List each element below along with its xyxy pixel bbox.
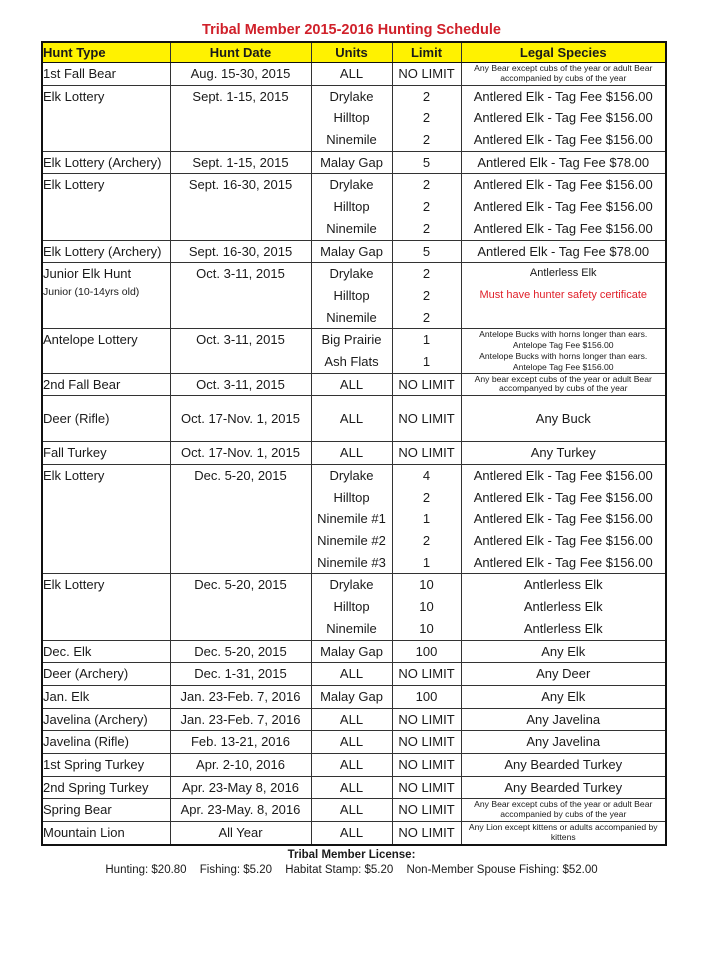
legal-species-text: Antlered Elk - Tag Fee $78.00 — [477, 154, 650, 170]
hunt-date-cell — [170, 240, 311, 263]
unit-name: Ninemile — [326, 132, 377, 148]
table-row — [42, 708, 666, 731]
limit-cell — [392, 151, 461, 174]
hunt-date: Feb. 13-21, 2016 — [190, 734, 291, 750]
hunt-type: Elk Lottery — [43, 577, 105, 593]
unit-name: Drylake — [329, 88, 374, 104]
hunt-date-cell — [170, 63, 311, 86]
unit-name: Drylake — [329, 577, 374, 593]
limit-cell — [392, 240, 461, 263]
legal-species-cell — [461, 263, 666, 329]
limit-value: 2 — [422, 177, 431, 193]
legal-species-cell — [461, 63, 666, 86]
hunt-type: Dec. Elk — [43, 643, 92, 659]
column-header-hunt-type: Hunt Type — [42, 42, 170, 63]
units-cell — [311, 373, 392, 396]
limit-cell — [392, 85, 461, 151]
hunt-date: Dec. 5-20, 2015 — [194, 468, 287, 483]
limit-cell — [392, 396, 461, 442]
legal-species-cell — [461, 174, 666, 240]
unit-name: ALL — [339, 802, 364, 818]
unit-name: Drylake — [329, 266, 374, 282]
legal-species-cell — [461, 663, 666, 686]
units-cell — [311, 263, 392, 329]
license-fees — [0, 863, 703, 877]
unit-name: Ninemile — [326, 620, 377, 636]
hunt-date: Oct. 17-Nov. 1, 2015 — [181, 411, 300, 427]
column-header-limit: Limit — [392, 42, 461, 63]
table-row — [42, 574, 666, 640]
limit-value: NO LIMIT — [398, 376, 455, 392]
unit-name: Malay Gap — [320, 643, 383, 659]
limit-value: 5 — [422, 154, 431, 170]
hunt-date: Apr. 23-May. 8, 2016 — [180, 802, 301, 818]
hunt-type-cell — [42, 263, 170, 329]
hunt-type: Jan. Elk — [43, 688, 90, 704]
units-cell — [311, 63, 392, 86]
legal-species-text: Antlered Elk - Tag Fee $156.00 — [473, 489, 653, 505]
hunt-date: Jan. 23-Feb. 7, 2016 — [180, 711, 301, 727]
limit-value: 100 — [415, 688, 438, 704]
table-row — [42, 240, 666, 263]
unit-name: Big Prairie — [321, 332, 382, 348]
hunt-type: Elk Lottery — [43, 177, 105, 193]
legal-species-text: Any Lion except kittens or adults accompanied by kittens — [468, 822, 658, 842]
unit-name: Ninemile #3 — [317, 554, 386, 570]
hunt-type: Spring Bear — [43, 802, 112, 818]
unit-name: ALL — [339, 756, 364, 772]
legal-species-text: Antlered Elk - Tag Fee $156.00 — [473, 511, 653, 527]
limit-cell — [392, 640, 461, 663]
hunt-date-cell — [170, 640, 311, 663]
legal-species-text: Antlered Elk - Tag Fee $156.00 — [473, 220, 653, 236]
table-row — [42, 731, 666, 754]
unit-name: ALL — [339, 411, 364, 427]
units-cell — [311, 799, 392, 822]
unit-name: Malay Gap — [320, 688, 383, 704]
hunt-date: Apr. 23-May 8, 2016 — [181, 779, 300, 795]
units-cell — [311, 753, 392, 776]
units-cell — [311, 640, 392, 663]
legal-species-text: Antlerless Elk — [523, 599, 603, 615]
hunt-type: 2nd Fall Bear — [43, 376, 121, 392]
unit-name: Hilltop — [333, 110, 370, 126]
hunt-date: Aug. 15-30, 2015 — [190, 66, 291, 81]
legal-species-cell — [461, 329, 666, 373]
hunt-type-cell — [42, 685, 170, 708]
units-cell — [311, 731, 392, 754]
legal-species-cell — [461, 640, 666, 663]
hunt-type: Elk Lottery (Archery) — [43, 243, 162, 259]
legal-species-text: Any Javelina — [526, 711, 601, 727]
hunt-date: Dec. 5-20, 2015 — [194, 577, 287, 593]
limit-cell — [392, 731, 461, 754]
limit-value: 2 — [422, 110, 431, 126]
table-row — [42, 640, 666, 663]
limit-value: 10 — [419, 577, 434, 593]
units-cell — [311, 708, 392, 731]
table-row — [42, 85, 666, 151]
legal-species-text: Antlered Elk - Tag Fee $156.00 — [473, 554, 653, 570]
legal-species-text: Antlered Elk - Tag Fee $156.00 — [473, 177, 653, 193]
legal-species-cell — [461, 799, 666, 822]
hunt-type-cell — [42, 85, 170, 151]
unit-name: ALL — [339, 825, 364, 840]
limit-value: 10 — [419, 599, 434, 615]
table-row — [42, 396, 666, 442]
hunt-type: Mountain Lion — [43, 825, 125, 840]
limit-cell — [392, 708, 461, 731]
hunt-date-cell — [170, 373, 311, 396]
hunt-date: Oct. 17-Nov. 1, 2015 — [181, 445, 300, 461]
legal-species-cell — [461, 753, 666, 776]
hunt-type-cell — [42, 151, 170, 174]
hunt-type: Elk Lottery — [43, 468, 105, 483]
legal-species-text: Any bear except cubs of the year or adult Bear accompanyed by cubs of the year — [474, 373, 652, 394]
hunt-subtype: Junior (10-14yrs old) — [43, 285, 140, 298]
legal-species-text: Antelope Bucks with horns longer than ears. Antelope Tag Fee $156.00 — [479, 329, 648, 351]
limit-cell — [392, 442, 461, 465]
legal-species-text: Any Bear except cubs of the year or adult Bear accompanied by cubs of the year — [474, 799, 653, 820]
legal-species-cell — [461, 822, 666, 845]
table-body — [42, 63, 666, 845]
limit-cell — [392, 465, 461, 574]
limit-value: 2 — [422, 132, 431, 148]
legal-species-text: Any Turkey — [530, 445, 596, 461]
hunt-type-cell — [42, 822, 170, 845]
table-row — [42, 663, 666, 686]
legal-species-text: Any Bear except cubs of the year or adult Bear accompanied by cubs of the year — [474, 63, 653, 83]
table-row — [42, 442, 666, 465]
hunt-type: 2nd Spring Turkey — [43, 779, 149, 795]
hunt-date: Oct. 3-11, 2015 — [196, 332, 285, 348]
hunt-date-cell — [170, 731, 311, 754]
hunt-type-cell — [42, 465, 170, 574]
legal-species-text: Antlered Elk - Tag Fee $156.00 — [473, 199, 653, 215]
hunt-type-cell — [42, 329, 170, 373]
unit-name: Drylake — [329, 177, 374, 193]
hunt-type-cell — [42, 63, 170, 86]
column-header-hunt-date: Hunt Date — [170, 42, 311, 63]
limit-value: 2 — [422, 309, 431, 325]
limit-value: NO LIMIT — [398, 779, 455, 795]
legal-species-text: Any Javelina — [526, 734, 601, 750]
limit-value: 2 — [422, 220, 431, 236]
limit-value: NO LIMIT — [398, 445, 455, 461]
hunt-date: Sept. 1-15, 2015 — [192, 154, 289, 170]
hunt-date: Oct. 3-11, 2015 — [196, 376, 285, 392]
table-row — [42, 776, 666, 799]
legal-species-cell — [461, 373, 666, 396]
units-cell — [311, 174, 392, 240]
unit-name: Ninemile — [326, 220, 377, 236]
legal-species-cell — [461, 685, 666, 708]
unit-name: Hilltop — [333, 599, 370, 615]
limit-cell — [392, 776, 461, 799]
legal-species-cell — [461, 442, 666, 465]
limit-value: NO LIMIT — [398, 411, 455, 427]
species-note: Must have hunter safety certificate — [479, 288, 648, 301]
table-row — [42, 753, 666, 776]
hunt-date-cell — [170, 151, 311, 174]
unit-name: Hilltop — [333, 287, 370, 303]
units-cell — [311, 822, 392, 845]
table-row — [42, 151, 666, 174]
limit-value: NO LIMIT — [398, 711, 455, 727]
hunt-date: Sept. 1-15, 2015 — [192, 88, 289, 104]
unit-name: Ninemile #2 — [317, 533, 386, 549]
fee-hunting: Hunting: $20.80 — [105, 864, 187, 876]
legal-species-cell — [461, 240, 666, 263]
hunt-date: Dec. 1-31, 2015 — [194, 666, 287, 682]
table-row — [42, 63, 666, 86]
table-row — [42, 329, 666, 373]
limit-value: NO LIMIT — [398, 666, 455, 682]
legal-species-cell — [461, 776, 666, 799]
unit-name: Malay Gap — [320, 154, 383, 170]
hunt-type-cell — [42, 753, 170, 776]
limit-value: 100 — [415, 643, 438, 659]
hunt-date-cell — [170, 822, 311, 845]
limit-cell — [392, 753, 461, 776]
hunt-date: Apr. 2-10, 2016 — [196, 756, 285, 772]
units-cell — [311, 663, 392, 686]
hunt-type: Deer (Rifle) — [43, 411, 110, 427]
hunt-type: 1st Fall Bear — [43, 66, 116, 81]
legal-species-text: Antlerless Elk — [529, 267, 597, 280]
legal-species-cell — [461, 731, 666, 754]
units-cell — [311, 685, 392, 708]
units-cell — [311, 329, 392, 373]
unit-name: Ninemile #1 — [317, 511, 386, 527]
legal-species-text: Antelope Bucks with horns longer than ears. Antelope Tag Fee $156.00 — [479, 350, 648, 372]
unit-name: ALL — [339, 376, 364, 392]
unit-name: ALL — [339, 445, 364, 461]
limit-value: 1 — [422, 332, 431, 348]
units-cell — [311, 574, 392, 640]
units-cell — [311, 776, 392, 799]
limit-cell — [392, 174, 461, 240]
hunt-type: Elk Lottery — [43, 88, 105, 104]
limit-value: 1 — [422, 554, 431, 570]
hunt-date-cell — [170, 329, 311, 373]
hunt-date-cell — [170, 776, 311, 799]
hunt-type: Deer (Archery) — [43, 666, 129, 682]
hunt-type-cell — [42, 396, 170, 442]
unit-name: ALL — [339, 734, 364, 750]
hunt-date-cell — [170, 396, 311, 442]
table-row — [42, 822, 666, 845]
limit-cell — [392, 685, 461, 708]
column-header-units: Units — [311, 42, 392, 63]
hunt-type-cell — [42, 776, 170, 799]
hunt-date-cell — [170, 574, 311, 640]
hunt-date: Jan. 23-Feb. 7, 2016 — [180, 688, 301, 704]
table-row — [42, 373, 666, 396]
table-row — [42, 685, 666, 708]
legal-species-text: Any Deer — [536, 666, 591, 682]
legal-species-cell — [461, 85, 666, 151]
hunt-date-cell — [170, 753, 311, 776]
legal-species-cell — [461, 574, 666, 640]
limit-value: 1 — [422, 511, 431, 527]
legal-species-text: Any Elk — [541, 643, 586, 659]
limit-cell — [392, 663, 461, 686]
page-title: Tribal Member 2015-2016 Hunting Schedule — [202, 22, 501, 38]
limit-value: 2 — [422, 533, 431, 549]
unit-name: ALL — [339, 666, 364, 682]
hunt-date-cell — [170, 465, 311, 574]
table-row — [42, 465, 666, 574]
legal-species-text: Antlered Elk - Tag Fee $156.00 — [473, 132, 653, 148]
legal-species-text: Any Elk — [541, 688, 586, 704]
column-header-legal-species: Legal Species — [461, 42, 666, 63]
legal-species-cell — [461, 465, 666, 574]
hunt-type: Antelope Lottery — [43, 332, 138, 348]
hunt-type-cell — [42, 708, 170, 731]
unit-name: Hilltop — [333, 199, 370, 215]
hunt-date-cell — [170, 442, 311, 465]
limit-value: 2 — [422, 199, 431, 215]
legal-species-cell — [461, 396, 666, 442]
hunt-date-cell — [170, 708, 311, 731]
unit-name: Hilltop — [333, 489, 370, 505]
hunt-type-cell — [42, 663, 170, 686]
hunt-type-cell — [42, 731, 170, 754]
limit-value: 1 — [422, 353, 431, 369]
legal-species-text: Antlered Elk - Tag Fee $156.00 — [473, 110, 653, 126]
limit-value: 2 — [422, 88, 431, 104]
hunt-type-cell — [42, 373, 170, 396]
table-row — [42, 799, 666, 822]
hunt-type-cell — [42, 640, 170, 663]
license-heading: Tribal Member License: — [287, 849, 416, 861]
limit-value: NO LIMIT — [398, 825, 455, 840]
limit-value: 10 — [419, 620, 434, 636]
header-row — [42, 42, 666, 63]
fee-habitat-stamp: Habitat Stamp: $5.20 — [285, 864, 394, 876]
table-row — [42, 263, 666, 329]
limit-cell — [392, 822, 461, 845]
legal-species-text: Any Buck — [535, 411, 591, 427]
hunt-type: Javelina (Rifle) — [43, 734, 129, 750]
hunt-date: Sept. 16-30, 2015 — [188, 177, 293, 193]
hunt-date: Oct. 3-11, 2015 — [196, 266, 285, 282]
limit-value: 4 — [422, 468, 431, 483]
units-cell — [311, 240, 392, 263]
limit-cell — [392, 329, 461, 373]
hunt-date-cell — [170, 799, 311, 822]
limit-cell — [392, 799, 461, 822]
hunt-date: Sept. 16-30, 2015 — [188, 243, 293, 259]
legal-species-text: Antlerless Elk — [523, 620, 603, 636]
units-cell — [311, 151, 392, 174]
hunt-type-cell — [42, 174, 170, 240]
legal-species-text: Antlered Elk - Tag Fee $156.00 — [473, 468, 653, 483]
units-cell — [311, 442, 392, 465]
hunt-date-cell — [170, 263, 311, 329]
units-cell — [311, 85, 392, 151]
legal-species-text: Antlered Elk - Tag Fee $78.00 — [477, 243, 650, 259]
legal-species-text: Antlerless Elk — [523, 577, 603, 593]
hunt-type-cell — [42, 240, 170, 263]
limit-value: 2 — [422, 489, 431, 505]
unit-name: Ash Flats — [324, 353, 379, 369]
unit-name: ALL — [339, 66, 364, 81]
limit-cell — [392, 63, 461, 86]
legal-species-text: Any Bearded Turkey — [504, 779, 623, 795]
hunt-date-cell — [170, 663, 311, 686]
legal-species-text: Antlered Elk - Tag Fee $156.00 — [473, 533, 653, 549]
limit-value: NO LIMIT — [398, 66, 455, 81]
fee-spouse-fishing: Non-Member Spouse Fishing: $52.00 — [406, 864, 598, 876]
units-cell — [311, 396, 392, 442]
hunt-date-cell — [170, 174, 311, 240]
unit-name: Ninemile — [326, 309, 377, 325]
hunt-type: Junior Elk Hunt — [43, 266, 132, 282]
units-cell — [311, 465, 392, 574]
limit-value: 2 — [422, 266, 431, 282]
hunt-date-cell — [170, 685, 311, 708]
unit-name: ALL — [339, 779, 364, 795]
hunt-type: Elk Lottery (Archery) — [43, 154, 162, 170]
hunt-type-cell — [42, 799, 170, 822]
hunt-type-cell — [42, 442, 170, 465]
unit-name: Drylake — [329, 468, 374, 483]
legal-species-cell — [461, 151, 666, 174]
limit-cell — [392, 574, 461, 640]
hunt-type: Fall Turkey — [43, 445, 107, 461]
limit-value: NO LIMIT — [398, 802, 455, 818]
limit-value: 5 — [422, 243, 431, 259]
limit-cell — [392, 373, 461, 396]
hunt-date: All Year — [218, 825, 263, 840]
table-row — [42, 174, 666, 240]
unit-name: Malay Gap — [320, 243, 383, 259]
hunting-schedule-table — [41, 41, 667, 846]
limit-value: NO LIMIT — [398, 756, 455, 772]
hunt-type-cell — [42, 574, 170, 640]
fee-fishing: Fishing: $5.20 — [199, 864, 273, 876]
limit-value: 2 — [422, 287, 431, 303]
legal-species-text: Antlered Elk - Tag Fee $156.00 — [473, 88, 653, 104]
legal-species-cell — [461, 708, 666, 731]
limit-value: NO LIMIT — [398, 734, 455, 750]
hunt-date-cell — [170, 85, 311, 151]
hunt-date: Dec. 5-20, 2015 — [194, 643, 287, 659]
hunt-type: 1st Spring Turkey — [43, 756, 145, 772]
unit-name: ALL — [339, 711, 364, 727]
limit-cell — [392, 263, 461, 329]
hunt-type: Javelina (Archery) — [43, 711, 148, 727]
legal-species-text: Any Bearded Turkey — [504, 756, 623, 772]
